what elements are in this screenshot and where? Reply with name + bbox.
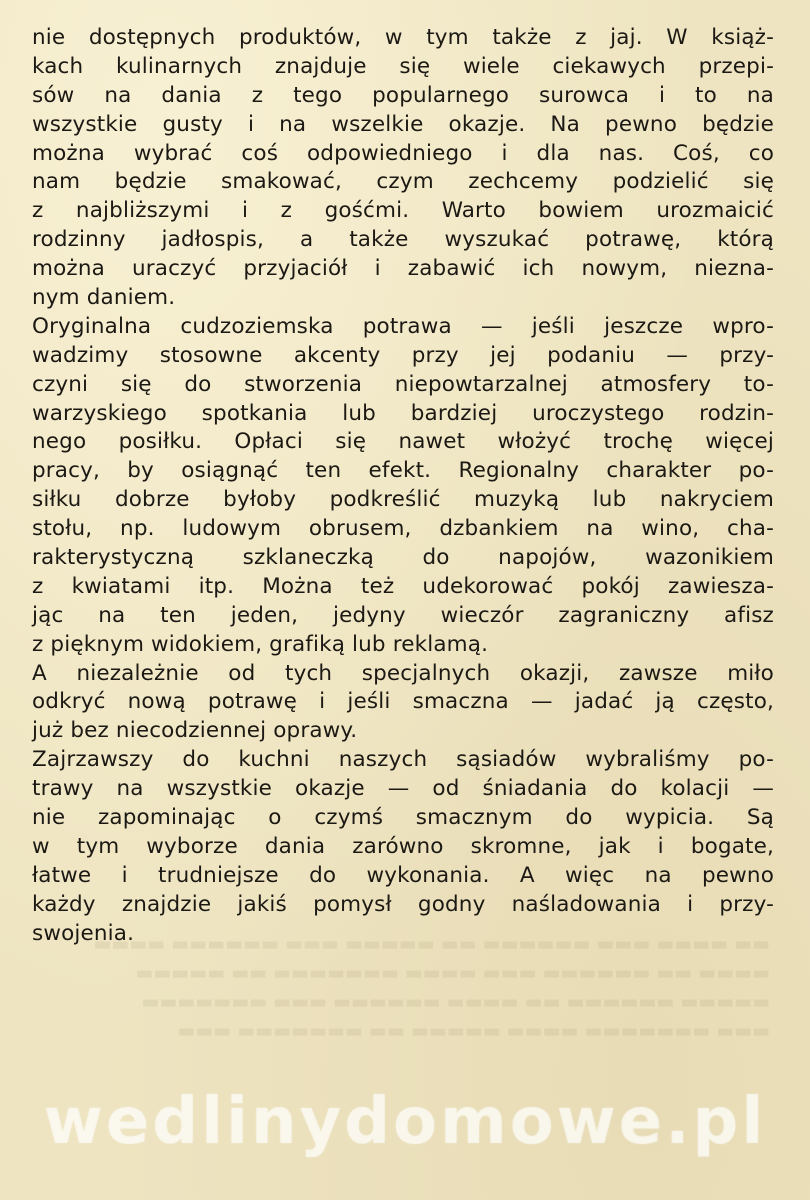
text-line: trawy na wszystkie okazje — od śniadania do kolacji —: [32, 776, 774, 802]
text-line: swojenia.: [32, 920, 135, 946]
text-line: odkryć nową potrawę i jeśli smaczna — jadać ją często,: [32, 689, 774, 715]
text-line: nam będzie smakować, czym zechcemy podzielić się: [32, 169, 774, 195]
text-line: Zajrzawszy do kuchni naszych sąsiadów wybraliśmy po-: [32, 747, 774, 773]
text-line: stołu, np. ludowym obrusem, dzbankiem na wino, cha-: [32, 516, 774, 542]
text-line: każdy znajdzie jakiś pomysł godny naśladowania i przy-: [32, 891, 774, 917]
text-line: kach kulinarnych znajduje się wiele ciekawych przepi-: [32, 53, 774, 79]
text-line: siłku dobrze byłoby podkreślić muzyką lub nakryciem: [32, 487, 774, 513]
text-line: z kwiatami itp. Można też udekorować pokój zawiesza-: [32, 573, 774, 599]
text-line: czyni się do stworzenia niepowtarzalnej atmosfery to-: [32, 371, 774, 397]
text-line: nego posiłku. Opłaci się nawet włożyć trochę więcej: [32, 429, 774, 455]
text-line: wadzimy stosowne akcenty przy jej podaniu — przy-: [32, 342, 774, 368]
bleed-through-texture: ▬▬ ▬▬▬▬ ▬▬▬ ▬▬▬▬▬▬ ▬▬ ▬▬▬▬▬ ▬▬▬ ▬▬▬▬▬▬ ▬▬▬▬ ▬▬▬▬ ▬▬ ▬▬▬▬▬▬ ▬▬▬ ▬▬▬▬ ▬▬▬▬▬▬▬ ▬▬ ▬▬▬▬▬ ▬▬▬▬▬ ▬▬▬▬▬▬ ▬▬ ▬▬▬▬ ▬▬▬▬▬▬ ▬▬▬ ▬▬▬▬▬▬▬ ▬▬▬ ▬▬▬▬▬▬▬ ▬▬▬▬ ▬▬▬▬▬ ▬▬ ▬▬▬▬▬▬▬ ▬▬▬: [93, 933, 770, 1042]
text-line: można uraczyć przyjaciół i zabawić ich nowym, niezna-: [32, 256, 774, 282]
paragraph-3: [32, 660, 774, 747]
text-line: wszystkie gusty i na wszelkie okazje. Na pewno będzie: [32, 111, 774, 137]
text-line: jąc na ten jeden, jedyny wieczór zagraniczny afisz: [32, 602, 774, 628]
text-line: sów na dania z tego popularnego surowca i to na: [32, 82, 774, 108]
text-line: nie zapominając o czymś smacznym do wypicia. Są: [32, 805, 774, 831]
paragraph-4: [32, 746, 774, 948]
body-text: [32, 24, 774, 949]
paragraph-1: [32, 24, 774, 313]
text-line: A niezależnie od tych specjalnych okazji, zawsze miło: [32, 660, 774, 686]
text-line: w tym wyborze dania zarówno skromne, jak i bogate,: [32, 833, 774, 859]
watermark-text: wedlinydomowe.pl: [43, 1085, 767, 1159]
text-line: rakterystyczną szklaneczką do napojów, wazonikiem: [32, 545, 774, 571]
paragraph-2: [32, 313, 774, 660]
text-line: można wybrać coś odpowiedniego i dla nas. Coś, co: [32, 140, 774, 166]
text-line: łatwe i trudniejsze do wykonania. A więc na pewno: [32, 862, 774, 888]
text-line: pracy, by osiągnąć ten efekt. Regionalny charakter po-: [32, 458, 774, 484]
text-line: Oryginalna cudzoziemska potrawa — jeśli jeszcze wpro-: [32, 313, 774, 339]
text-line: z pięknym widokiem, grafiką lub reklamą.: [32, 631, 489, 657]
text-line: z najbliższymi i z gośćmi. Warto bowiem urozmaicić: [32, 198, 774, 224]
text-line: już bez niecodziennej oprawy.: [32, 718, 358, 744]
text-line: rodzinny jadłospis, a także wyszukać potrawę, którą: [32, 227, 774, 253]
text-line: nie dostępnych produktów, w tym także z jaj. W książ-: [32, 25, 774, 50]
text-line: nym daniem.: [32, 285, 176, 311]
text-line: warzyskiego spotkania lub bardziej uroczystego rodzin-: [32, 400, 774, 426]
